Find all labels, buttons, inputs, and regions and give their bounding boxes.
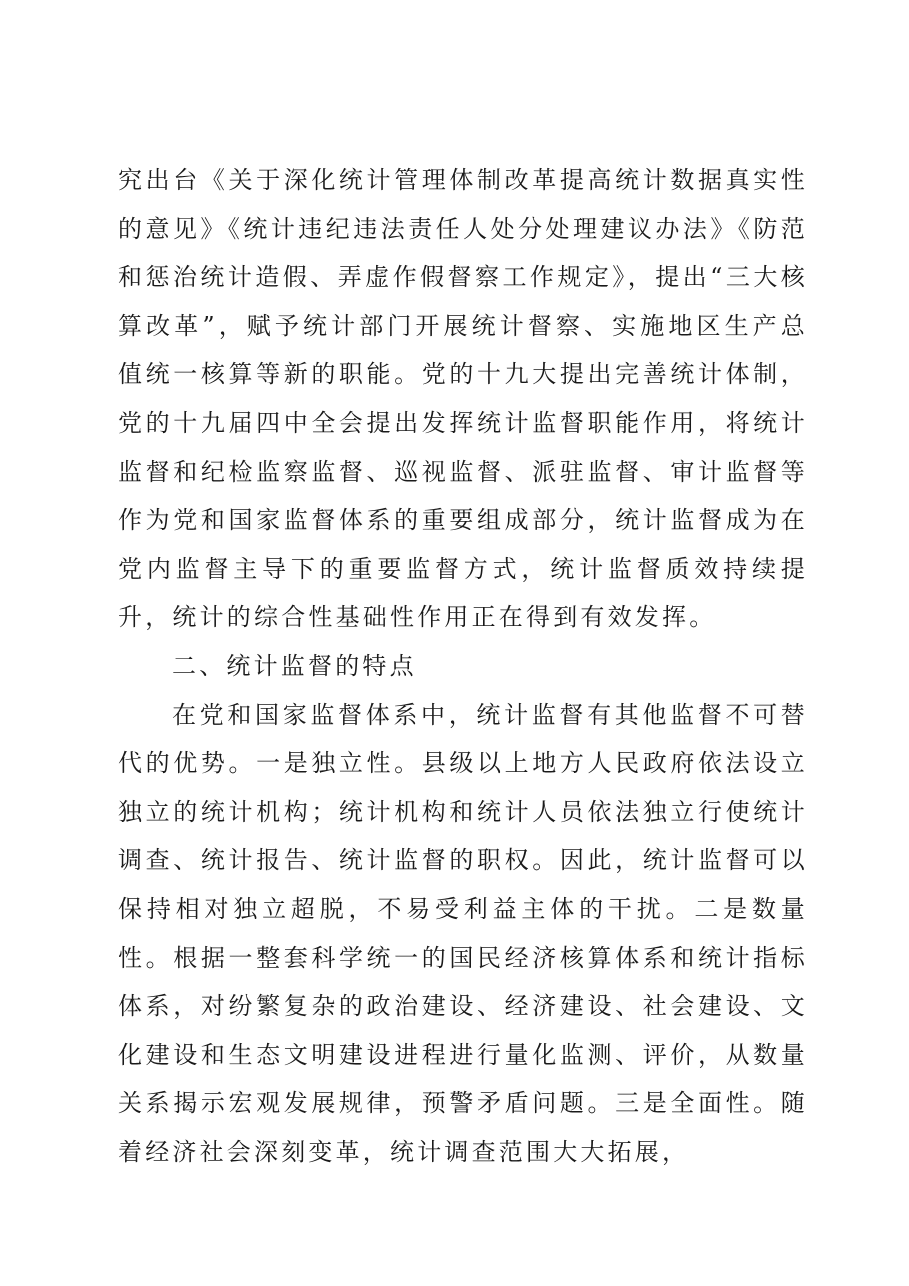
paragraph-continued: 究出台《关于深化统计管理体制改革提高统计数据真实性的意见》《统计违纪违法责任人处分处理建议办法》《防范和惩治统计造假、弄虚作假督察工作规定》，提出“三大核算改革”，赋予统计部门开展统计督察、实施地区生产总值统一核算等新的职能。党的十九大提出完善统计体制，党的十九届四中全会提出发挥统计监督职能作用，将统计监督和纪检监察监督、巡视监督、派驻监督、审计监督等作为党和国家监督体系的重要组成部分，统计监督成为在党内监督主导下的重要监督方式，统计监督质效持续提升，统计的综合性基础性作用正在得到有效发挥。 [118, 166, 808, 632]
paragraph: 在党和国家监督体系中，统计监督有其他监督不可替代的优势。一是独立性。县级以上地方人民政府依法设立独立的统计机构；统计机构和统计人员依法独立行使统计调查、统计报告、统计监督的职权。因此，统计监督可以保持相对独立超脱，不易受利益主体的干扰。二是数量性。根据一整套科学统一的国民经济核算体系和统计指标体系，对纷繁复杂的政治建设、经济建设、社会建设、文化建设和生态文明建设进程进行量化监测、评价，从数量关系揭示宏观发展规律，预警矛盾问题。三是全面性。随着经济社会深刻变革，统计调查范围大大拓展， [118, 700, 808, 1166]
section-heading: 二、统计监督的特点 [172, 651, 417, 680]
document-body [118, 156, 808, 1176]
